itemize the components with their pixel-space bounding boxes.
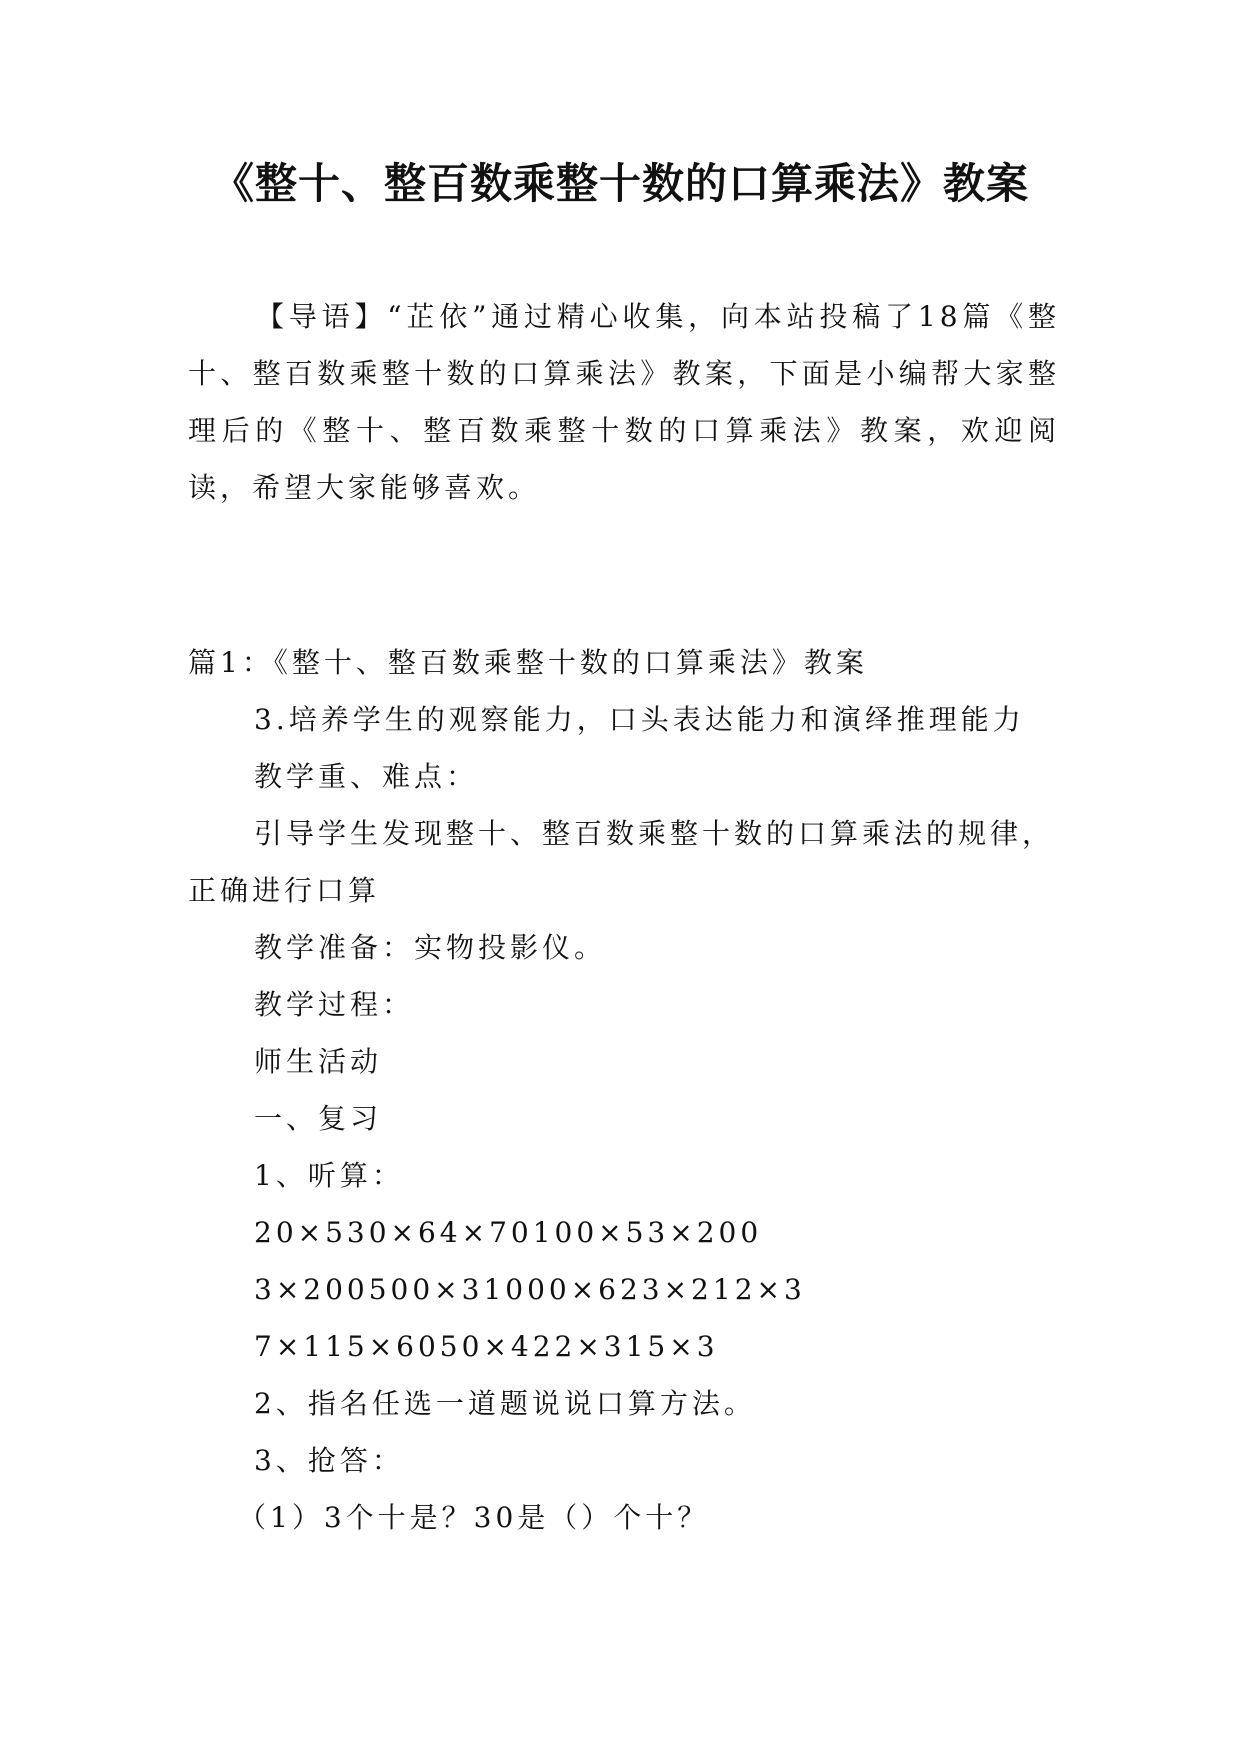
body-line: （1）3个十是？30是（）个十？ [238, 1501, 710, 1534]
section-heading: 篇1：《整十、整百数乘整十数的口算乘法》教案 [188, 646, 868, 679]
body-line: 20×530×64×70100×53×200 [254, 1216, 763, 1249]
body-line: 3.培养学生的观察能力，口头表达能力和演绎推理能力 [254, 703, 1025, 736]
body-line: 教学过程： [254, 988, 415, 1021]
body-line: 1、听算： [254, 1159, 404, 1192]
body-line: 一、复习 [254, 1102, 383, 1135]
body-line: 2、指名任选一道题说说口算方法。 [254, 1387, 756, 1420]
body-line: 师生活动 [254, 1045, 383, 1078]
document-body [188, 634, 1060, 1546]
intro-paragraph: 【导语】“芷依”通过精心收集，向本站投稿了18篇《整十、整百数乘整十数的口算乘法》教案，下面是小编帮大家整理后的《整十、整百数乘整十数的口算乘法》教案，欢迎阅读，希望大家能够喜欢。 [188, 300, 1060, 504]
body-line: 教学重、难点： [254, 760, 479, 793]
body-line: 引导学生发现整十、整百数乘整十数的口算乘法的规律，正确进行口算 [188, 817, 1055, 907]
body-line: 7×115×6050×422×315×3 [254, 1330, 719, 1363]
body-line: 3×200500×31000×623×212×3 [254, 1273, 806, 1306]
body-line: 3、抢答： [254, 1444, 404, 1477]
document-title: 《整十、整百数乘整十数的口算乘法》教案 [211, 159, 1029, 208]
body-line: 教学准备：实物投影仪。 [254, 931, 607, 964]
